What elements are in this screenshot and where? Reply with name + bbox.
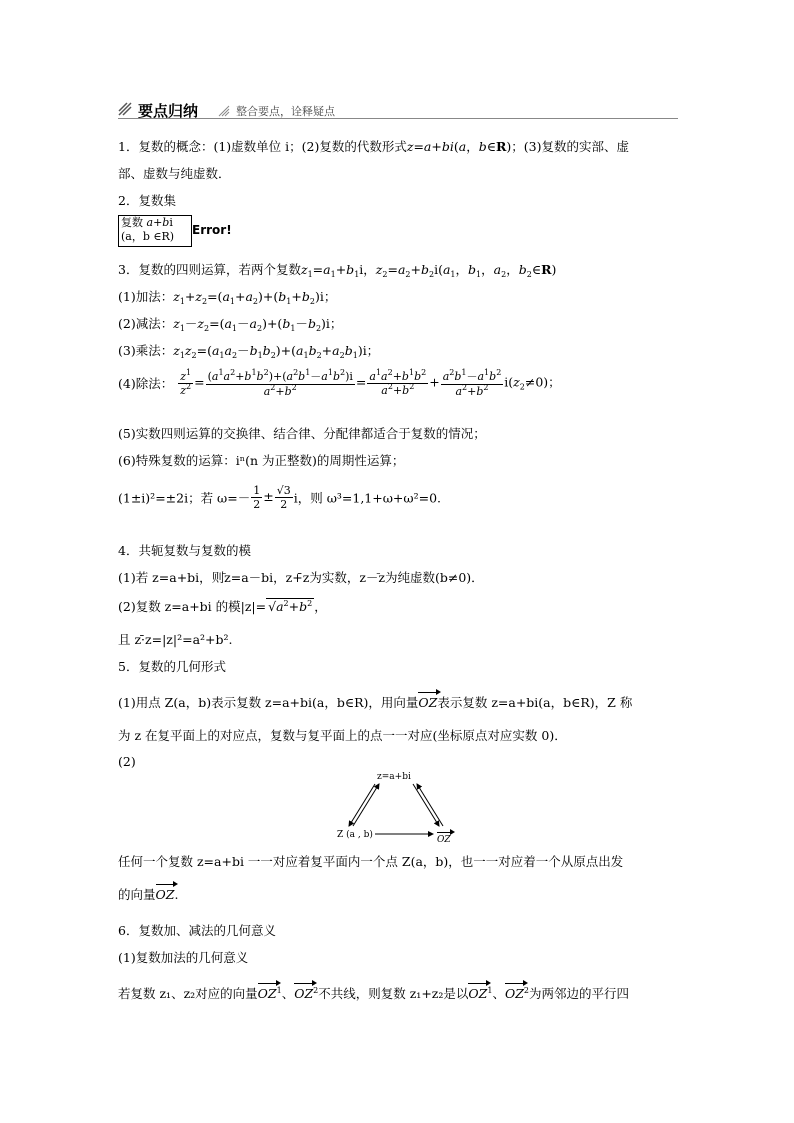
geometric-form-1: (1)用点 Z(a，b)表示复数 z=a+bi(a，b∈R)，用向量OZ表示复数 z=a+bi(a，b∈R)，Z 称 <box>118 695 633 710</box>
header-stripe-icon <box>118 102 132 116</box>
modulus-rule: (2)复数 z=a+bi 的模$|z|= √a^2+b^2$ ， <box>118 599 327 614</box>
product-rule: 且 z·̄z=|z|²=a²+b². <box>118 632 233 647</box>
header-title: 要点归纳 <box>138 102 199 120</box>
header-stripe-small-icon <box>218 105 230 117</box>
item-4-heading: 4．共轭复数与复数的模 <box>118 543 251 558</box>
diagram-top-label: z=a+bi <box>377 772 411 782</box>
geometric-form-5: 的向量OZ. <box>118 887 179 902</box>
addition-rule: (1)加法：$z_1+z_2=(a_1+a_2)+(b_1+b_2)i$； <box>118 289 337 306</box>
special-rule: (6)特殊复数的运算：iⁿ(n 为正整数)的周期性运算； <box>118 453 405 468</box>
item-1-line-1: 1．复数的概念：(1)虚数单位 i；(2)复数的代数形式z=a+bi(a，b∈R)；(3)复数的实部、虚 <box>118 139 629 154</box>
law-rule: (5)实数四则运算的交换律、结合律、分配律都适合于复数的情况； <box>118 426 486 441</box>
item-3-heading: 3．复数的四则运算，若两个复数$z_1=a_1+b_1i$，$z_2=a_2+b_2i(a_1$，$b_1$，$a_2$，$b_2\in R$) <box>118 262 557 279</box>
item-1-line-2: 部、虚数与纯虚数． <box>118 166 231 181</box>
multiplication-rule: (3)乘法：$z_1z_2=(a_1a_2-b_1b_2)+(a_1b_2+a_2b_1)i$； <box>118 343 380 360</box>
header-subtitle: 整合要点，诠释疑点 <box>236 105 335 118</box>
division-rule: (4)除法： $\frac{z^1}{z^2}$ = $\frac{(a^1a^2+b^1b^2)+(a^2b^1-a^1b^2)i}{a^2+b^2}$ = $\frac{a^1a^2+b^1b^2}{a^2+b^2}$ + $\frac{a^2b^1-a^1b^2}{a^2+b^2}$ $i(z_2\ne 0)$； <box>118 367 561 398</box>
error-text: Error! <box>192 223 232 237</box>
addition-geometric-text: 若复数 z₁、z₂对应的向量$OZ^1$、$OZ^2$不共线，则复数 z₁+z₂是以$OZ^1$、$OZ^2$为两邻边的平行四 <box>118 986 629 1001</box>
geometric-form-3: (2) <box>118 754 136 769</box>
geometric-form-2: 为 z 在复平面上的对应点，复数与复平面上的点一一对应(坐标原点对应实数 0)． <box>118 728 567 743</box>
omega-rule: (1±i)²=±2i；若 ω=－ $\frac{1}{2}$ ± $\frac{√3}{2}$ i，则 ω³=1,1+ω+ω²=0. <box>118 484 442 511</box>
header-underline <box>118 118 678 119</box>
item-5-heading: 5．复数的几何形式 <box>118 659 226 674</box>
subtraction-rule: (2)减法：$z_1-z_2=(a_1-a_2)+(b_1-b_2)i$； <box>118 316 343 333</box>
item-6-heading: 6．复数加、减法的几何意义 <box>118 923 276 938</box>
item-2-heading: 2．复数集 <box>118 193 176 208</box>
conjugate-rule: (1)若 z=a+bi，则̄z=a－bi，z+̄z为实数，z－̄z为纯虚数(b≠0)． <box>118 570 484 585</box>
geometric-form-4: 任何一个复数 z=a+bi 一一对应着复平面内一个点 Z(a，b)，也一一对应着一个从原点出发 <box>118 854 624 869</box>
correspondence-diagram <box>335 770 465 845</box>
diagram-arrows <box>335 770 465 842</box>
diagram-left-label: Z (a , b) <box>337 830 373 840</box>
complex-set-box: 复数 a+bi (a，b ∈R) <box>118 215 192 247</box>
addition-geometric-heading: (1)复数加法的几何意义 <box>118 950 249 965</box>
section-header <box>118 100 678 120</box>
diagram-right-label: OZ <box>437 835 451 845</box>
